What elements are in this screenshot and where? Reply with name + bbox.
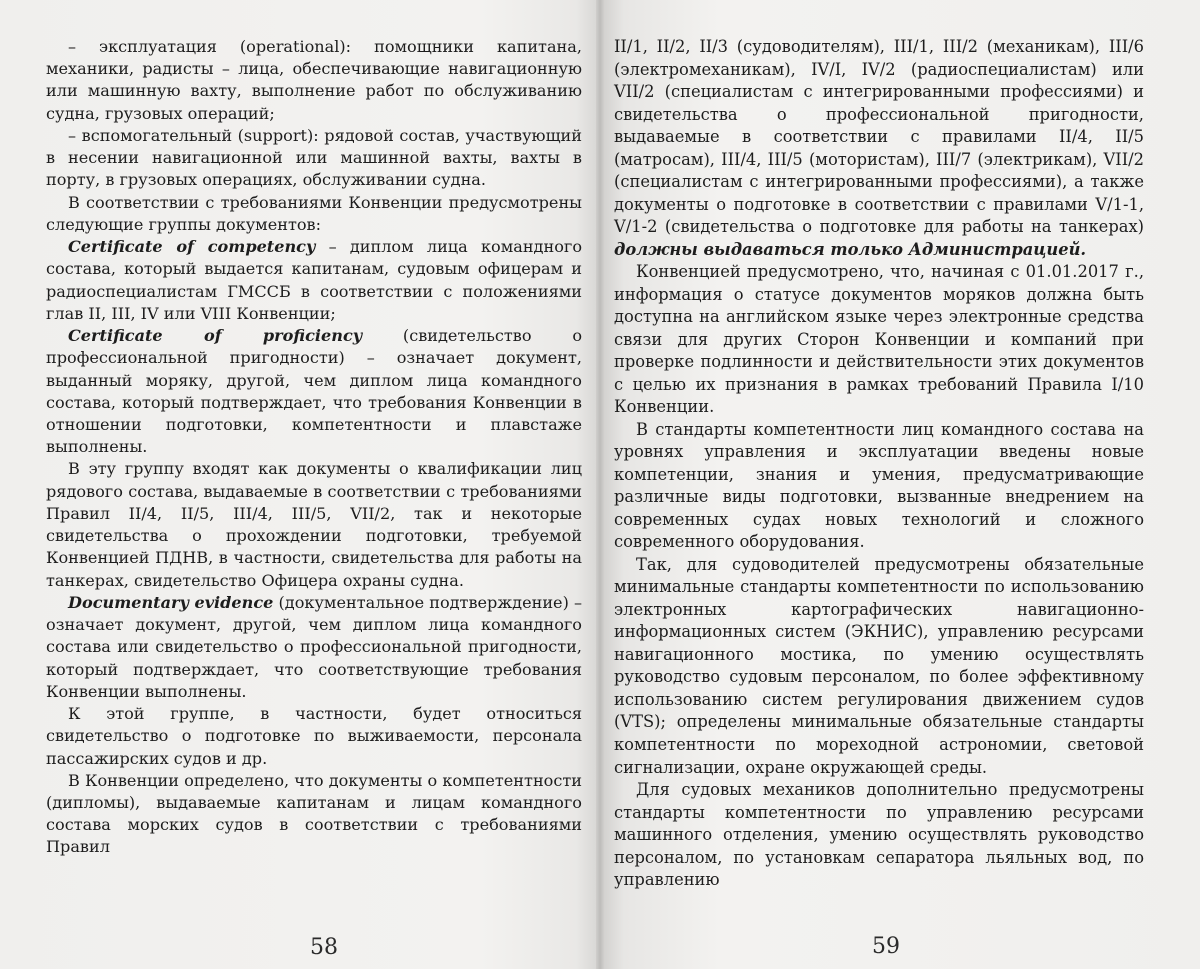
paragraph-certificate-of-proficiency [46, 325, 582, 458]
term-certificate-of-proficiency: Certificate of proficiency [68, 326, 363, 346]
term-documentary-evidence: Documentary evidence [68, 592, 274, 612]
page-number-right: 59 [872, 934, 900, 960]
paragraph-proficiency-group: В эту группу входят как документы о квалификации лиц рядового состава, выдаваемые в соответствии с требованиями Правил II/4, II/5, III/4, III/5, VII/2, так и некоторые свидетельства о прохождении подготовки, требуемой Конвенцией ПДНВ, в частности, свидетельства для работы на танкерах, свидетельство Офицера охраны судна. [46, 459, 582, 590]
right-page-body [614, 36, 1144, 892]
paragraph-certificate-of-competency [46, 236, 582, 325]
paragraph-electronic-access: Конвенцией предусмотрено, что, начиная с 01.01.2017 г., информация о статусе документов моряков должна быть доступна на английском языке через электронные средства связи для других Сторон Конвенции и компаний при проверке подлинности и действительности этих документов с целью их признания в рамках требований Правила I/10 Конвенции. [614, 262, 1144, 417]
paragraph-document-groups: В соответствии с требованиями Конвенции предусмотрены следующие группы документов: [46, 192, 582, 234]
paragraph-documentary-evidence [46, 592, 582, 703]
definition-certificate-of-competency: – диплом лица командного состава, который выдается капитанам, судовым офицерам и радиоспециалистам ГМССБ в соответствии с положениями глав II, III, IV или VIII Конвенции; [46, 237, 583, 323]
book-gutter [596, 0, 604, 969]
paragraph-navigator-standards: Так, для судоводителей предусмотрены обязательные минимальные стандарты компетентности по использованию электронных картографических навигационно-информационных систем (ЭКНИС), управлению ресурсами навигационного мостика, по умению осуществлять руководство судовым персоналом, по более эффективному использованию систем регулирования движением судов (VTS); определены минимальные обязательные стандарты компетентности по мореходной астрономии, световой сигнализации, охране окружающей среды. [614, 554, 1144, 777]
definition-documentary-evidence: (документальное подтверждение) – означает документ, другой, чем диплом лица командного состава или свидетельство о профессиональной пригодности, который подтверждает, что соответствующие требования Конвенции выполнены. [46, 592, 583, 701]
definition-certificate-of-proficiency: (свидетельство о профессиональной пригодности) – означает документ, выданный моряку, другой, чем диплом лица командного состава, который подтверждает, что требования Конвенции в отношении подготовки, компетентности и плавстаже выполнены. [46, 326, 583, 457]
paragraph-engineer-standards: Для судовых механиков дополнительно предусмотрены стандарты компетентности по управлению ресурсами машинного отделения, умению осуществлять руководство персоналом, по установкам сепаратора льяльных вод, по управлению [614, 780, 1144, 890]
right-page [600, 0, 1200, 969]
paragraph-convention-diplomas: В Конвенции определено, что документы о компетентности (дипломы), выдаваемые капитанам и лицам командного состава морских судов в соответствии с требованиями Правил [46, 770, 582, 857]
paragraph-administration-issuance [614, 36, 1144, 261]
left-page-body [46, 36, 582, 859]
page-number-left: 58 [310, 934, 338, 960]
term-certificate-of-competency: Certificate of competency [68, 237, 316, 257]
paragraph-operational: – эксплуатация (operational): помощники капитана, механики, радисты – лица, обеспечивающие навигационную или машинную вахту, выполнение работ по обслуживанию судна, грузовых операций; [46, 37, 582, 123]
paragraph-evidence-group: К этой группе, в частности, будет относиться свидетельство о подготовке по выживаемости, персонала пассажирских судов и др. [46, 704, 582, 768]
paragraph-support: – вспомогательный (support): рядовой состав, участвующий в несении навигационной или машинной вахты, вахты в порту, в грузовых операциях, обслуживании судна. [46, 125, 582, 190]
issuance-emphasis: должны выдаваться только Администрацией. [614, 239, 1087, 259]
paragraph-new-competencies: В стандарты компетентности лиц командного состава на уровнях управления и эксплуатации введены новые компетенции, знания и умения, предусматривающие различные виды подготовки, вызванные внедрением на современных судах новых технологий и сложного современного оборудования. [614, 419, 1144, 552]
issuance-text: II/1, II/2, II/3 (судоводителям), III/1, III/2 (механикам), III/6 (электромеханикам), IV/I, IV/2 (радиоспециалистам) или VII/2 (специалистам с интегрированными профессиями) и свидетельства о профессиональной пригодности, выдаваемые в соответствии с правилами II/4, II/5 (матросам), III/4, III/5 (мотористам), III/7 (электрикам), VII/2 (специалистам с интегрированными профессиями), а также документы о подготовке в соответствии с правилами V/1-1, V/1-2 (свидетельства о подготовке для работы на танкерах) [614, 37, 1144, 237]
